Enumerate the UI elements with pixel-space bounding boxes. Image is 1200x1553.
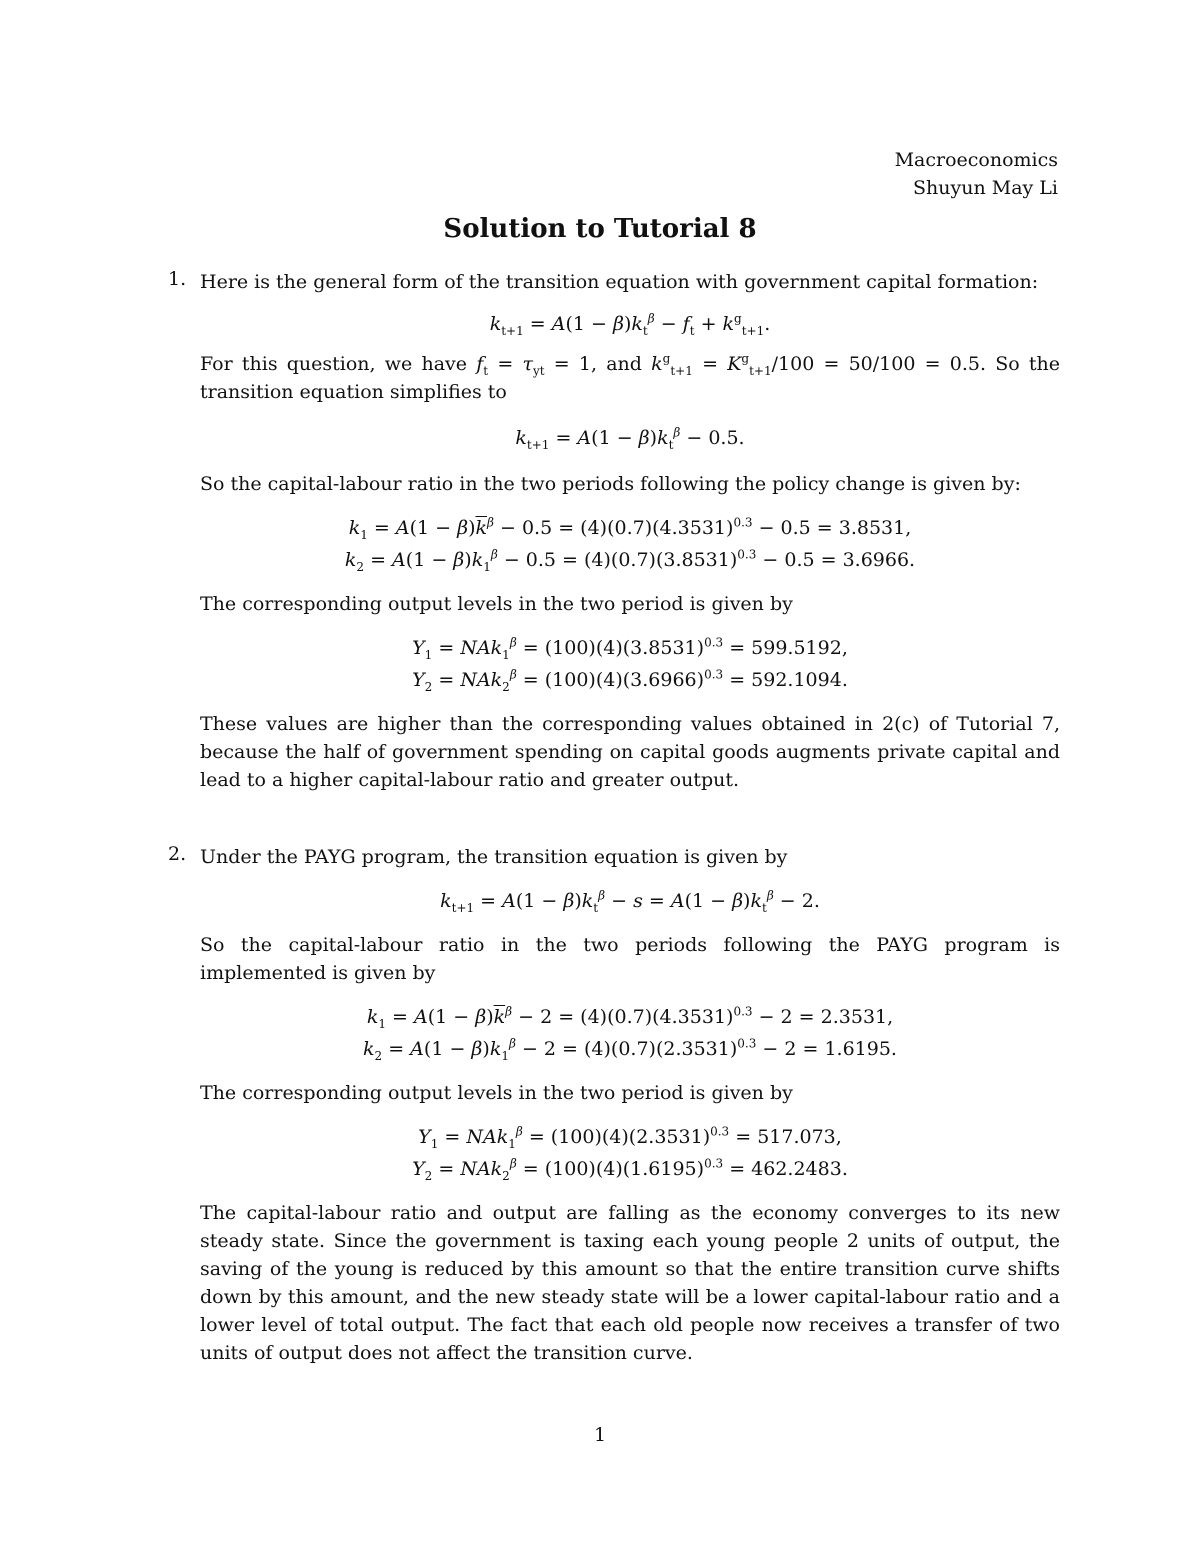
q1-para2-text: For this question, we have (200, 353, 468, 375)
page-number: 1 (593, 1424, 607, 1446)
course-name: Macroeconomics (894, 149, 1058, 171)
q1-para5: These values are higher than the corresponding values obtained in 2(c) of Tutorial 7, because the half of government spending on capital goods augments private capital and lead to a higher capital-labour ratio and greater output. (200, 713, 1060, 791)
equation-k1-k2: $k_1 = A(1 - \beta)\overline{k}^\beta - 0.5 = (4)(0.7)(4.3531)^{0.3} - 0.5 = 3.8531$, $k_2 = A(1 - \beta)k_1^\beta - 0.5 = (4)(0.7)(3.8531)^{0.3} - 0.5 = 3.6966$. (344, 515, 916, 574)
q2-para2: So the capital-labour ratio in the two periods following the PAYG program is implemented is given by (200, 934, 1060, 984)
equation-payg-transition: $k_{t+1} = A(1 - \beta)k_t^\beta - s = A(1 - \beta)k_t^\beta - 2$. (440, 888, 820, 915)
question-number: 1. (168, 268, 187, 290)
q2-para4: The capital-labour ratio and output are falling as the economy converges to its new steady state. Since the government is taxing each young people 2 units of output, the saving of the young is reduced by this amount so that the entire transition curve shifts down by this amount, and the new steady state will be a lower capital-labour ratio and a lower level of total output. The fact that each old people now receives a transfer of two units of output does not affect the transition curve. (200, 1202, 1060, 1364)
page-title: Solution to Tutorial 8 (443, 214, 757, 244)
q2-para3: The corresponding output levels in the two period is given by (200, 1082, 793, 1104)
equation-payg-k1-k2: $k_1 = A(1 - \beta)\overline{k}^\beta - 2 = (4)(0.7)(4.3531)^{0.3} - 2 = 2.3531$, $k_2 = A(1 - \beta)k_1^\beta - 2 = (4)(0.7)(2.3531)^{0.3} - 2 = 1.6195$. (363, 1004, 897, 1063)
q1-para3: So the capital-labour ratio in the two periods following the policy change is given by: (200, 473, 1021, 495)
question-number: 2. (168, 843, 187, 865)
q1-intro: Here is the general form of the transition equation with government capital formation: (200, 271, 1039, 293)
equation-general-transition: $k_{t+1} = A(1 - \beta)k_t^\beta - f_t + k^g_{t+1}$. (489, 311, 771, 338)
q1-para2-text-b: So the (995, 353, 1060, 375)
q1-para4: The corresponding output levels in the two period is given by (200, 593, 793, 615)
equation-simplified-transition: $k_{t+1} = A(1 - \beta)k_t^\beta - 0.5$. (515, 425, 745, 452)
q2-intro: Under the PAYG program, the transition equation is given by (200, 846, 788, 868)
q1-para2-text-c: transition equation simplifies to (200, 381, 507, 403)
equation-y1-y2: $Y_1 = NAk_1^\beta = (100)(4)(3.8531)^{0.3} = 599.5192$, $Y_2 = NAk_2^\beta = (100)(4)(3.6966)^{0.3} = 592.1094$. (412, 635, 848, 694)
question-2 (140, 843, 1060, 1367)
equation-payg-y1-y2: $Y_1 = NAk_1^\beta = (100)(4)(2.3531)^{0.3} = 517.073$, $Y_2 = NAk_2^\beta = (100)(4)(1.6195)^{0.3} = 462.2483$. (412, 1124, 848, 1183)
q1-para2: For this question, we have $f_t = \tau_{yt} = 1$, and $k^g_{t+1} = K^g_{t+1}/100 = 50/100 = 0.5$. So the transition equation simplifies to (200, 351, 1060, 403)
question-1 (140, 268, 1060, 794)
header (895, 146, 1058, 202)
author-name: Shuyun May Li (913, 177, 1058, 199)
